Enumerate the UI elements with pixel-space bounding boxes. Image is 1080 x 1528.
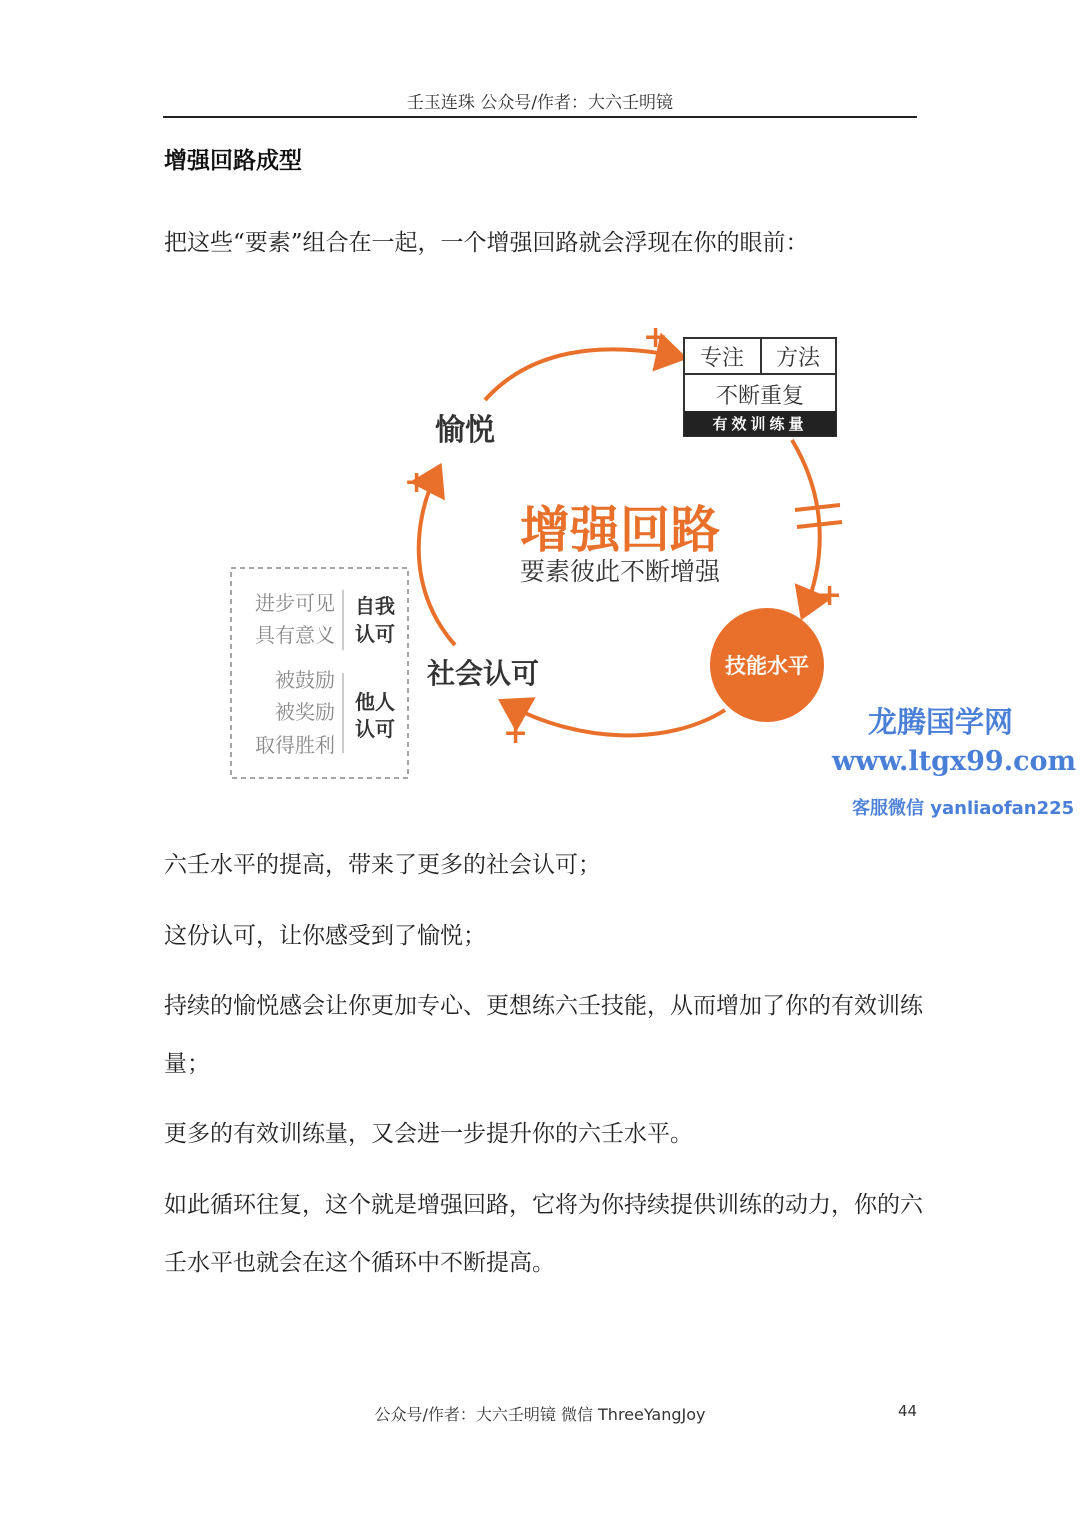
plus-right: +	[817, 578, 843, 613]
paragraph-4: 更多的有效训练量，又会进一步提升你的六壬水平。	[164, 1121, 693, 1147]
center-title: 增强回路	[520, 501, 720, 559]
other-label-1: 他人	[355, 690, 395, 714]
other-item-3: 取得胜利	[255, 733, 335, 757]
self-item-1: 进步可见	[255, 591, 335, 615]
self-label-2: 认可	[355, 622, 395, 646]
watermark-url: www.ltgx99.com	[832, 746, 1077, 777]
delay-mark-2	[797, 522, 842, 527]
watermark-contact: 客服微信 yanliaofan225	[852, 798, 1075, 819]
section-title: 增强回路成型	[164, 148, 302, 174]
reinforcing-loop-diagram	[200, 305, 900, 795]
box-method: 方法	[775, 346, 821, 371]
box-repeat: 不断重复	[715, 384, 805, 409]
other-item-2: 被奖励	[275, 700, 335, 724]
page-header	[163, 88, 917, 118]
loop-arc-top	[485, 349, 680, 400]
watermark-site-name: 龙腾国学网	[868, 705, 1014, 739]
box-focus: 专注	[699, 346, 745, 371]
plus-top: +	[643, 320, 669, 355]
self-item-2: 具有意义	[255, 623, 335, 647]
training-box	[684, 338, 836, 436]
loop-arc-bottom	[505, 703, 725, 735]
node-pleasure: 愉悦	[435, 413, 495, 448]
page-number: 44	[898, 1402, 918, 1420]
header-text: 壬玉连珠 公众号/作者：大六壬明镜	[406, 93, 674, 113]
node-skill: 技能水平	[725, 654, 809, 678]
intro-paragraph: 把这些“要素”组合在一起，一个增强回路就会浮现在你的眼前：	[164, 230, 809, 256]
paragraph-5: 如此循环往复，这个就是增强回路，它将为你持续提供训练的动力，你的六壬水平也就会在这个循环中不断提高。	[164, 1192, 923, 1276]
node-social: 社会认可	[426, 657, 540, 690]
box-effective-training: 有效训练量	[712, 415, 808, 433]
page-footer: 公众号/作者：大六壬明镜 微信 ThreeYangJoy	[374, 1405, 706, 1424]
delay-mark-1	[795, 505, 840, 510]
paragraph-2: 这份认可，让你感受到了愉悦；	[164, 923, 486, 949]
self-label-1: 自我	[355, 594, 395, 618]
plus-left: +	[404, 465, 430, 500]
center-subtitle: 要素彼此不断增强	[519, 557, 721, 586]
recognition-box	[231, 568, 408, 778]
paragraph-3: 持续的愉悦感会让你更加专心、更想练六壬技能，从而增加了你的有效训练量；	[164, 993, 923, 1077]
other-label-2: 认可	[355, 717, 395, 741]
paragraph-1: 六壬水平的提高，带来了更多的社会认可；	[164, 852, 601, 878]
other-item-1: 被鼓励	[275, 668, 335, 692]
plus-bottom: +	[503, 716, 529, 751]
